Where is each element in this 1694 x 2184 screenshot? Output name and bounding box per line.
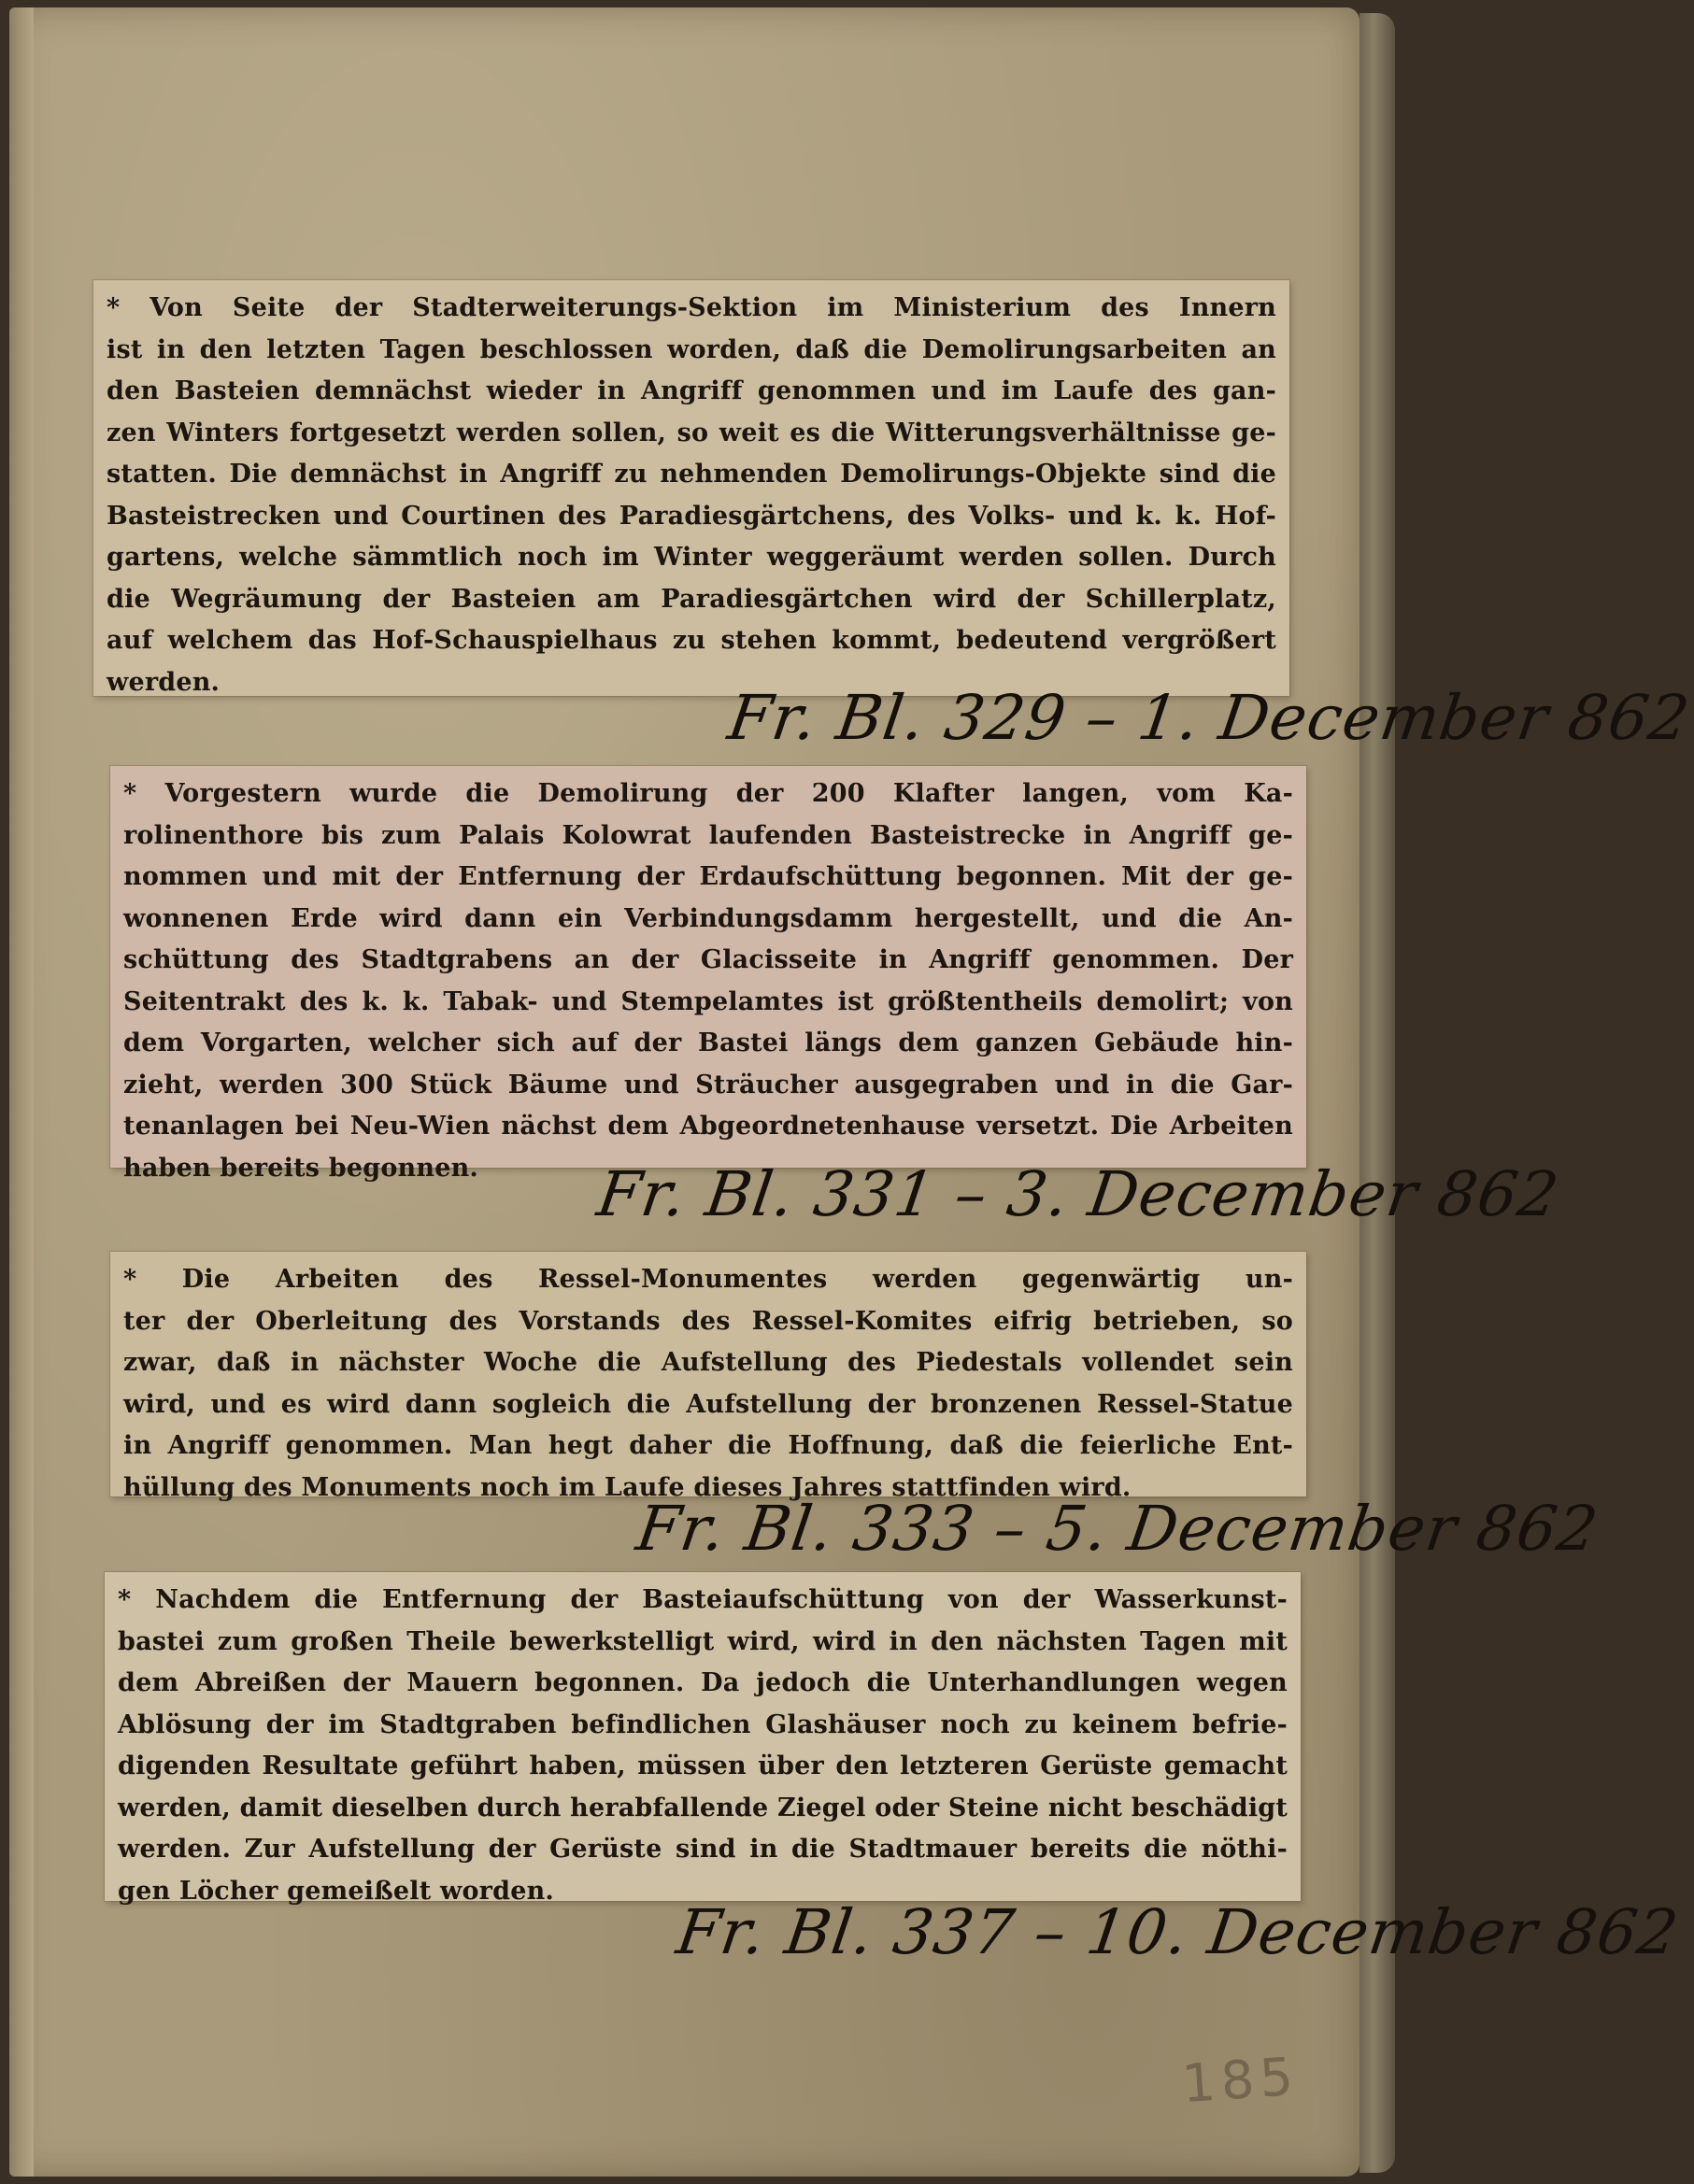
- clipping-line: digenden Resultate geführt haben, müssen über den letzteren Gerüste gemacht: [118, 1751, 1288, 1780]
- clipping-line: * Nachdem die Entfernung der Basteiaufschüttung von der Wasserkunst-: [118, 1585, 1288, 1614]
- clipping-line: in Angriff genommen. Man hegt daher die Hoffnung, daß die feierliche Ent-: [123, 1431, 1293, 1460]
- clipping-line: gartens, welche sämmtlich noch im Winter weggeräumt werden sollen. Durch: [107, 543, 1276, 572]
- clipping-line: wonnenen Erde wird dann ein Verbindungsdamm hergestellt, und die An-: [123, 903, 1293, 933]
- page-number: 185: [1179, 2046, 1302, 2116]
- clipping-line: wird, und es wird dann sogleich die Aufstellung der bronzenen Ressel-Statue: [123, 1389, 1293, 1419]
- clipping-line: zen Winters fortgesetzt werden sollen, so weit es die Witterungsverhältnisse ge-: [107, 418, 1276, 447]
- clipping-line: werden.: [107, 667, 221, 697]
- clipping-line: dem Abreißen der Mauern begonnen. Da jedoch die Unterhandlungen wegen: [118, 1668, 1288, 1697]
- clipping-line: den Basteien demnächst wieder in Angriff genommen und im Laufe des gan-: [107, 376, 1276, 405]
- clipping-line: die Wegräumung der Basteien am Paradiesgärtchen wird der Schillerplatz,: [107, 584, 1276, 614]
- clipping-line: rolinenthore bis zum Palais Kolowrat laufenden Basteistrecke in Angriff ge-: [123, 820, 1293, 850]
- handwritten-citation-3: Fr. Bl. 333 – 5. December 862: [632, 1493, 1603, 1565]
- handwritten-citation-1: Fr. Bl. 329 – 1. December 862: [723, 682, 1694, 754]
- clipping-line: haben bereits begonnen.: [123, 1153, 479, 1183]
- clipping-line: werden. Zur Aufstellung der Gerüste sind in die Stadtmauer bereits die nöthi-: [118, 1835, 1288, 1864]
- clipping-line: hüllung des Monuments noch im Laufe dieses Jahres stattfinden wird.: [123, 1472, 1132, 1502]
- clipping-line: ist in den letzten Tagen beschlossen worden, daß die Demolirungsarbeiten an: [107, 334, 1276, 364]
- newspaper-clipping-4: [105, 1572, 1301, 1906]
- clipping-line: Seitentrakt des k. k. Tabak- und Stempelamtes ist größtentheils demolirt; von: [123, 986, 1293, 1016]
- page-stack-edge: [1359, 13, 1395, 2173]
- clipping-line: auf welchem das Hof-Schauspielhaus zu stehen kommt, bedeutend vergrößert: [107, 626, 1276, 655]
- clipping-line: werden, damit dieselben durch herabfallende Ziegel oder Steine nicht beschädigt: [118, 1793, 1288, 1822]
- newspaper-clipping-1: [93, 280, 1289, 696]
- newspaper-clipping-3: [110, 1252, 1306, 1502]
- clipping-line: tenanlagen bei Neu-Wien nächst dem Abgeordnetenhause versetzt. Die Arbeiten: [123, 1112, 1293, 1141]
- clipping-line: zwar, daß in nächster Woche die Aufstellung des Piedestals vollendet sein: [123, 1348, 1293, 1377]
- clipping-line: * Von Seite der Stadterweiterungs-Sektion im Ministerium des Innern: [107, 293, 1276, 322]
- newspaper-clipping-2: [110, 766, 1306, 1183]
- clipping-line: schüttung des Stadtgrabens an der Glacisseite in Angriff genommen. Der: [123, 945, 1293, 974]
- clipping-line: bastei zum großen Theile bewerkstelligt wird, wird in den nächsten Tagen mit: [118, 1626, 1288, 1656]
- clipping-line: dem Vorgarten, welcher sich auf der Bastei längs dem ganzen Gebäude hin-: [123, 1028, 1293, 1057]
- clipping-line: * Vorgestern wurde die Demolirung der 200 Klafter langen, vom Ka-: [123, 779, 1293, 808]
- clipping-line: Basteistrecken und Courtinen des Paradiesgärtchens, des Volks- und k. k. Hof-: [107, 501, 1276, 531]
- clipping-line: ter der Oberleitung des Vorstands des Ressel-Komites eifrig betrieben, so: [123, 1306, 1293, 1336]
- clipping-line: * Die Arbeiten des Ressel-Monumentes werden gegenwärtig un-: [123, 1265, 1293, 1294]
- clipping-line: statten. Die demnächst in Angriff zu nehmenden Demolirungs-Objekte sind die: [107, 460, 1276, 489]
- handwritten-citation-2: Fr. Bl. 331 – 3. December 862: [592, 1158, 1564, 1230]
- clipping-line: Ablösung der im Stadtgraben befindlichen Glashäuser noch zu keinem befrie-: [118, 1709, 1288, 1739]
- clipping-line: zieht, werden 300 Stück Bäume und Sträucher ausgegraben und in die Gar-: [123, 1070, 1293, 1099]
- handwritten-citation-4: Fr. Bl. 337 – 10. December 862: [672, 1896, 1684, 1968]
- page-binding-edge: [9, 7, 34, 2177]
- clipping-line: nommen und mit der Entfernung der Erdaufschüttung begonnen. Mit der ge-: [123, 862, 1293, 891]
- clipping-line: gen Löcher gemeißelt worden.: [118, 1876, 554, 1906]
